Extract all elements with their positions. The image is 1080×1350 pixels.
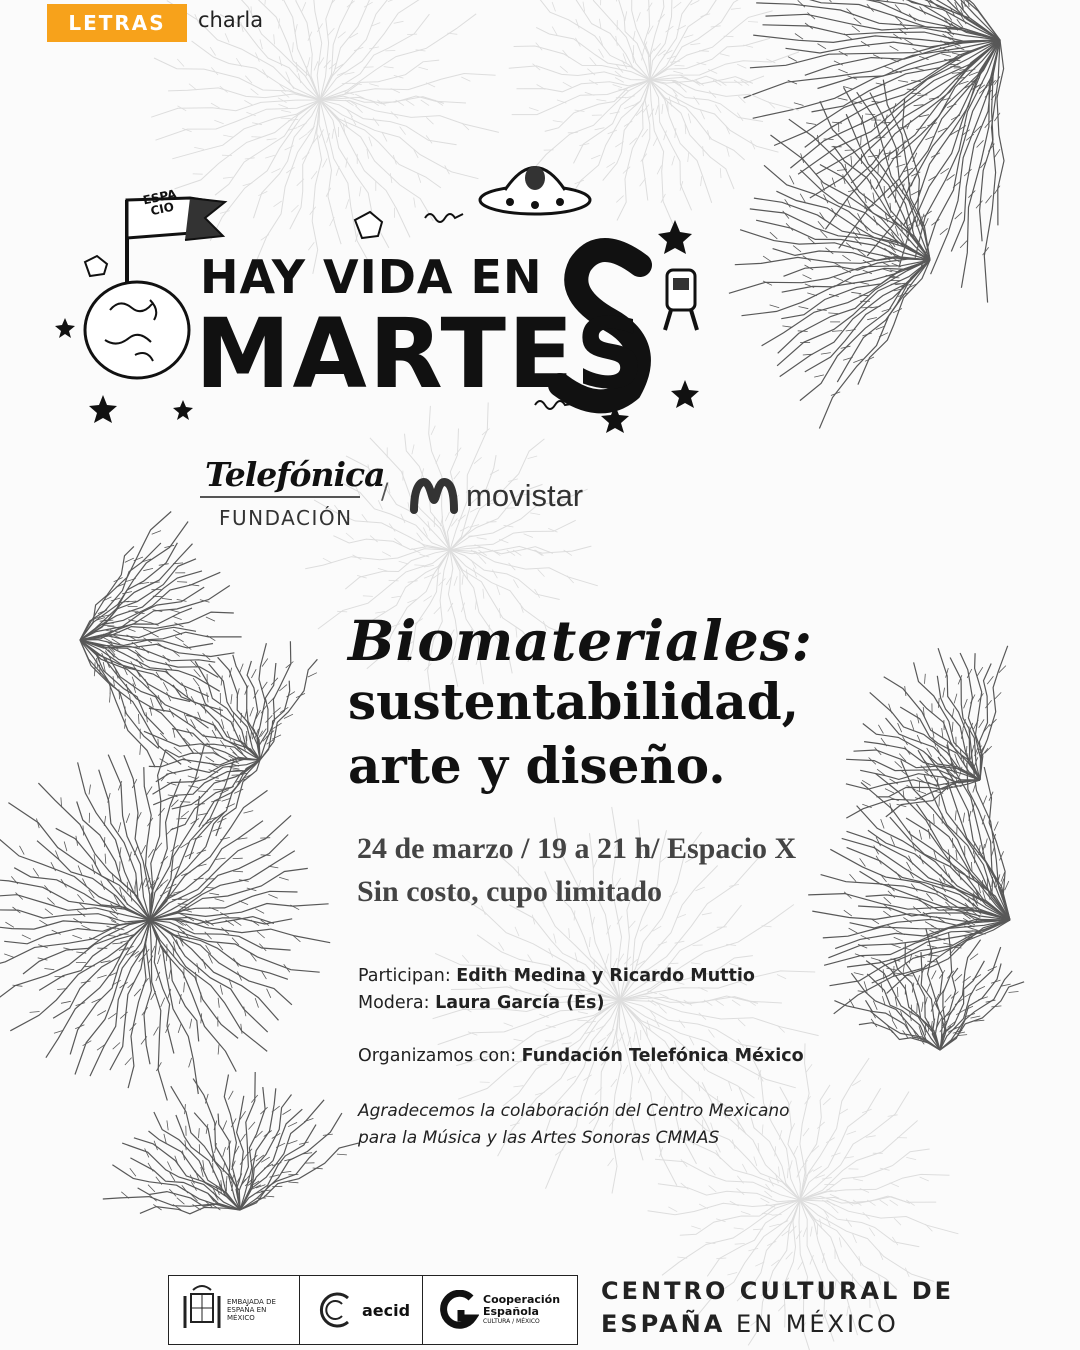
divider — [200, 496, 360, 498]
moderator-label: Modera: — [358, 993, 436, 1013]
event-subtitle-line1: sustentabilidad, — [348, 672, 800, 731]
event-subtitle-line2: arte y diseño. — [348, 736, 726, 795]
coat-of-arms-icon — [181, 1284, 223, 1336]
movistar-logo: movistar — [466, 478, 584, 513]
cooperacion-text — [483, 1294, 560, 1326]
thanks-line1: Agradecemos la colaboración del Centro Mexicano — [358, 1101, 790, 1121]
organizers-label: Organizamos con: — [358, 1046, 522, 1066]
coop-line2: Española — [483, 1305, 539, 1318]
cultural-center-line2 — [601, 1310, 899, 1338]
fundacion-label: FUNDACIÓN — [219, 506, 353, 530]
flag-label: ESPA CIO — [141, 186, 178, 219]
event-cost: Sin costo, cupo limitado — [357, 875, 663, 908]
moderator-name: Laura García (Es) — [435, 993, 605, 1013]
embajada-logo — [169, 1276, 300, 1344]
thanks-line2: para la Música y las Artes Sonoras CMMAS — [358, 1128, 720, 1148]
partner-separator: / — [381, 480, 389, 505]
participants — [358, 966, 755, 986]
event-schedule: 24 de marzo / 19 a 21 h/ Espacio X — [357, 832, 797, 865]
aecid-text: aecid — [362, 1300, 411, 1320]
embajada-text: EMBAJADA DE ESPAÑA EN MÉXICO — [227, 1298, 276, 1322]
movistar-m-icon — [410, 478, 458, 514]
coop-line3: CULTURA / MÉXICO — [483, 1318, 540, 1325]
logo-line1: HAY VIDA EN — [200, 250, 543, 304]
event-type-label: charla — [198, 8, 264, 32]
coop-line1: Cooperación — [483, 1293, 561, 1306]
sponsor-logos — [168, 1275, 578, 1345]
organizers-name: Fundación Telefónica México — [521, 1046, 804, 1066]
category-tag: LETRAS — [47, 4, 187, 42]
aecid-c-icon — [314, 1288, 358, 1332]
participants-names: Edith Medina y Ricardo Muttio — [456, 966, 755, 986]
participants-label: Participan: — [358, 966, 457, 986]
cultural-center-espana: ESPAÑA — [601, 1310, 726, 1338]
cooperacion-logo — [423, 1276, 577, 1344]
cultural-center-line1: CENTRO CULTURAL DE — [601, 1277, 955, 1305]
cultural-center-mexico: EN MÉXICO — [725, 1310, 899, 1338]
moderator — [358, 993, 604, 1013]
aecid-logo — [300, 1276, 423, 1344]
telefonica-logo: Telefónica — [205, 455, 385, 494]
logo-line2: MARTES — [195, 298, 647, 410]
cooperacion-icon — [439, 1290, 479, 1330]
event-title: Biomateriales: — [348, 608, 813, 673]
organizers — [358, 1046, 804, 1066]
